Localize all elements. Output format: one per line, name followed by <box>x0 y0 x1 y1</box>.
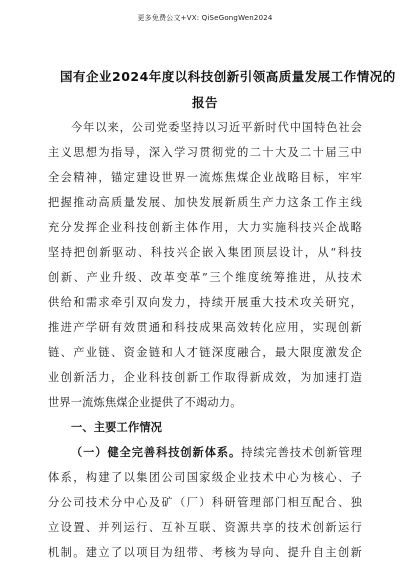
paragraph-line: 机制。建立了以项目为纽带、考核为导向、提升自主创新 <box>48 546 362 559</box>
paragraph-line: 业创新活力，企业科技创新工作取得新成效，为加速打造 <box>48 371 362 384</box>
report-title-line-2: 报告 <box>191 95 218 110</box>
paragraph-line: 体系，构建了以集团公司国家级企业技术中心为核心、子 <box>48 471 362 484</box>
paragraph-line: 立设置、并列运行、互补互联、资源共享的技术创新运行 <box>48 521 362 534</box>
paragraph-line: 创新、产业升级、改革变革”三个维度统筹推进，从技术 <box>48 271 362 284</box>
paragraph-line: 世界一流炼焦煤企业提供了不竭动力。 <box>48 396 242 409</box>
paragraph-line: 主义思想为指导，深入学习贯彻党的二十大及二十届三中 <box>48 146 362 159</box>
subsection-heading: （一）健全完善科技创新体系。 <box>71 446 242 459</box>
paragraph-line: 链、产业链、资金链和人才链深度融合，最大限度激发企 <box>48 346 362 359</box>
paragraph-line: 充分发挥企业科技创新主体作用，大力实施科技兴企战略 <box>48 221 362 234</box>
header-note: 更多免费公文+VX: QiSeGongWen2024 <box>137 14 273 22</box>
document-body <box>48 115 362 565</box>
subsection-first-line-text: 持续完善技术创新管理 <box>241 446 362 459</box>
paragraph-line: 坚持把创新驱动、科技兴企嵌入集团顶层设计，从“科技 <box>48 246 362 259</box>
paragraph-line: 把握推动高质量发展、加快发展新质生产力这条工作主线 <box>48 196 362 209</box>
paragraph-line: 供给和需求牵引双向发力，持续开展重大技术攻关研究， <box>48 296 362 309</box>
paragraph-line: 全会精神，锚定建设世界一流炼焦煤企业战略目标，牢牢 <box>48 171 362 184</box>
report-title-line-1: 国有企业2024年度以科技创新引领高质量发展工作情况的 <box>60 69 396 84</box>
section-heading: 一、主要工作情况 <box>71 421 163 434</box>
paragraph-line: 今年以来，公司党委坚持以习近平新时代中国特色社会 <box>71 121 362 134</box>
subsection-first-line <box>48 440 362 465</box>
paragraph-line: 推进产学研有效贯通和科技成果高效转化应用，实现创新 <box>48 321 362 334</box>
paragraph-line: 分公司技术分中心及矿（厂）科研管理部门相互配合、独 <box>48 496 362 509</box>
